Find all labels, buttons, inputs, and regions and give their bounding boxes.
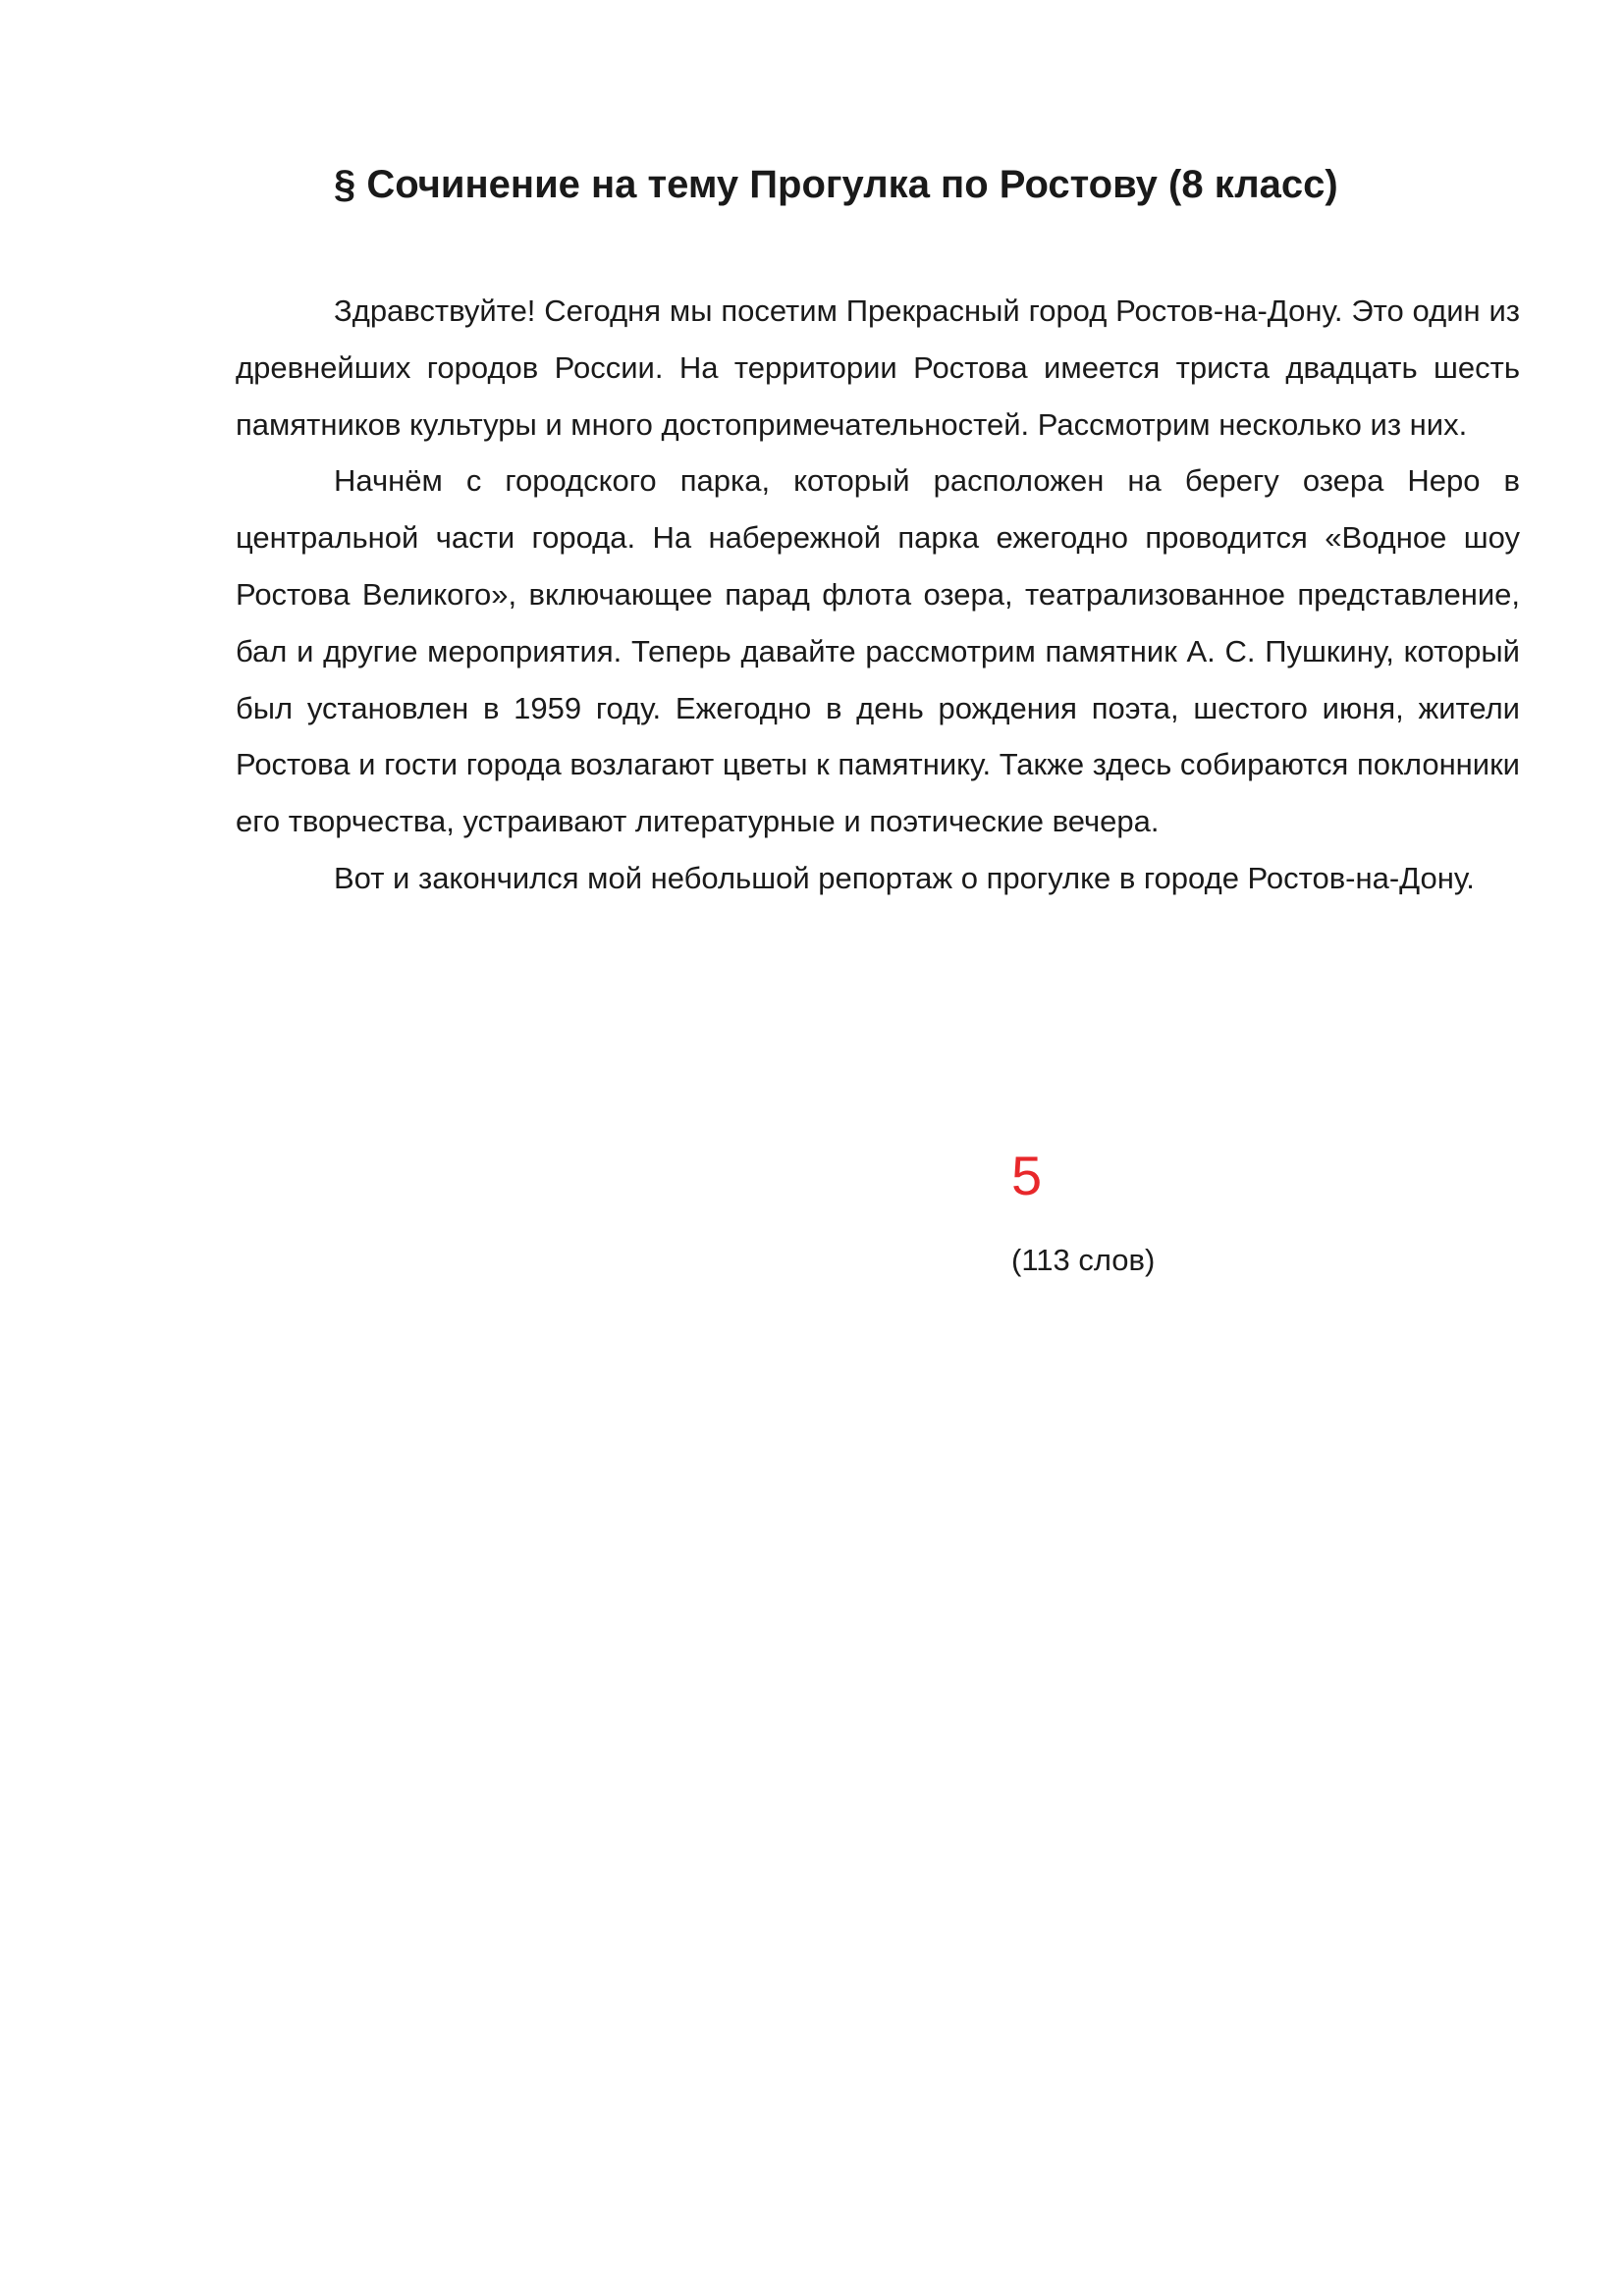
paragraph-intro: Здравствуйте! Сегодня мы посетим Прекрасный город Ростов-на-Дону. Это один из древнейших городов России. На территории Ростова имеется триста двадцать шесть памятников культуры и много достопримечательностей. Рассмотрим несколько из них. <box>236 294 1520 442</box>
page-title: § Сочинение на тему Прогулка по Ростову (8 класс) <box>334 163 1338 206</box>
word-count: (113 слов) <box>1011 1243 1156 1277</box>
paragraph-conclusion: Вот и закончился мой небольшой репортаж о прогулке в городе Ростов-на-Дону. <box>334 860 1475 895</box>
grade-mark: 5 <box>1011 1145 1043 1206</box>
paragraph-main: Начнём с городского парка, который расположен на берегу озера Неро в центральной части города. На набережной парка ежегодно проводится «Водное шоу Ростова Великого», включающее парад флота озера, театрализованное представление, бал и другие мероприятия. Теперь давайте рассмотрим памятник А. С. Пушкину, который был установлен в 1959 году. Ежегодно в день рождения поэта, шестого июня, жители Ростова и гости города возлагают цветы к памятнику. Также здесь собираются поклонники его творчества, устраивают литературные и поэтические вечера. <box>236 463 1520 839</box>
essay-body <box>236 283 1520 907</box>
